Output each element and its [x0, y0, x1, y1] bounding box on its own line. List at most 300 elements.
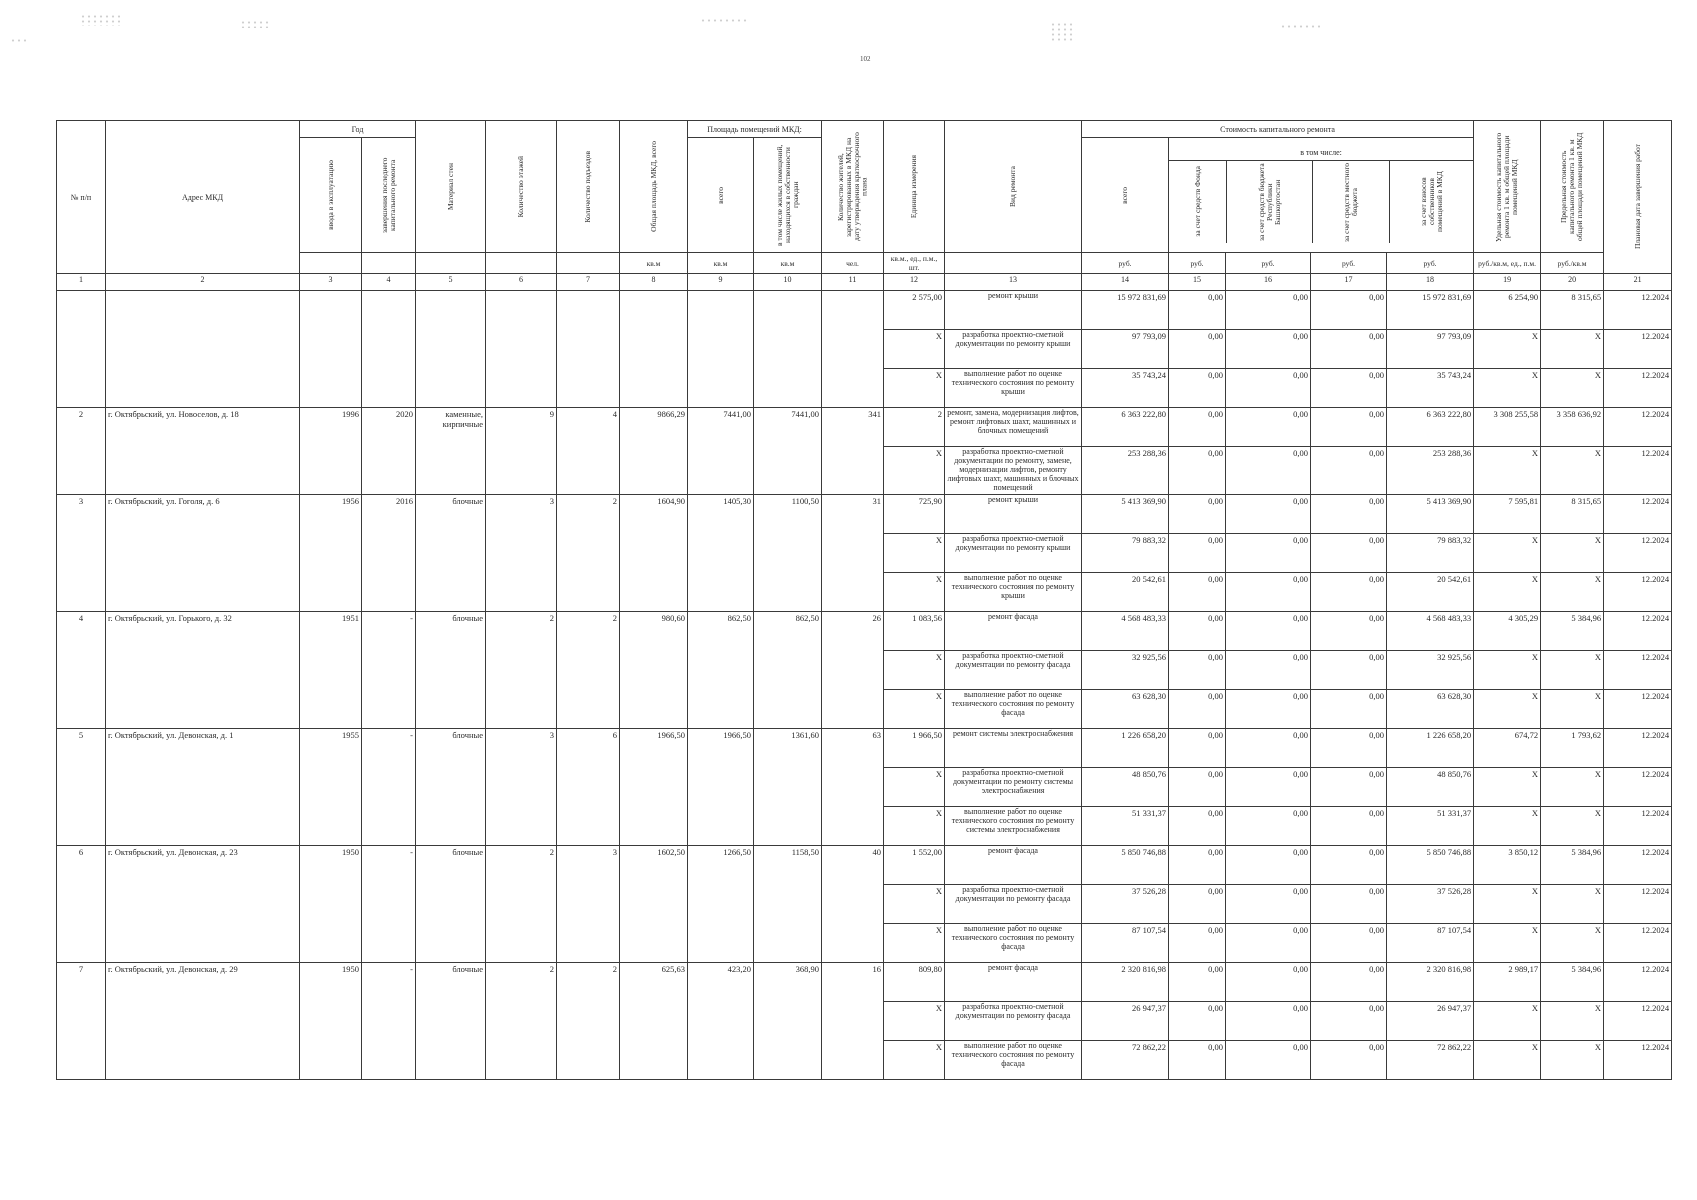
- cost-rb-cell: 0,00: [1226, 767, 1311, 806]
- floors-cell: 2: [486, 845, 557, 962]
- col-header-residents-text: Количество жителей, зарегистрированных в МКД на дату утверждения краткосрочного плана: [835, 132, 869, 241]
- cost-total-cell: 35 743,24: [1082, 369, 1169, 408]
- area-all-cell: 1266,50: [688, 845, 754, 962]
- wall-material-cell: [416, 291, 486, 408]
- entrances-cell: 6: [557, 728, 620, 845]
- cost-fund-cell: 0,00: [1169, 291, 1226, 330]
- wall-material-cell: блочные: [416, 728, 486, 845]
- year-built-cell: 1956: [300, 494, 362, 611]
- cost-rb-cell: 0,00: [1226, 845, 1311, 884]
- table-row: [57, 408, 1672, 447]
- column-numbers-row: [57, 274, 1672, 291]
- year-repair-cell: 2020: [362, 408, 416, 495]
- completion-date-cell: 12.2024: [1604, 689, 1672, 728]
- year-built-cell: 1950: [300, 845, 362, 962]
- work-unit-cell: X: [884, 533, 945, 572]
- table-row: [57, 728, 1672, 767]
- col-header-floors-text: Количество этажей: [516, 155, 526, 218]
- cost-owners-cell: 35 743,24: [1387, 369, 1474, 408]
- repair-type-cell: ремонт крыши: [945, 291, 1082, 330]
- unit-cell: руб.: [1082, 253, 1169, 274]
- col-header-cost-sub: в том числе:: [1169, 148, 1473, 161]
- limit-cost-cell: X: [1541, 806, 1604, 845]
- limit-cost-cell: X: [1541, 533, 1604, 572]
- year-repair-cell: [362, 291, 416, 408]
- cost-owners-cell: 253 288,36: [1387, 447, 1474, 495]
- work-unit-cell: 1 083,56: [884, 611, 945, 650]
- column-number: 10: [754, 274, 822, 291]
- col-header-year-built-text: ввода в эксплуатацию: [325, 160, 335, 230]
- column-number: 6: [486, 274, 557, 291]
- cost-rb-cell: 0,00: [1226, 330, 1311, 369]
- limit-cost-cell: X: [1541, 650, 1604, 689]
- capital-repair-table: [56, 120, 1672, 1080]
- column-number: 2: [106, 274, 300, 291]
- completion-date-cell: 12.2024: [1604, 611, 1672, 650]
- column-number: 11: [822, 274, 884, 291]
- scan-noise: [1050, 22, 1076, 42]
- cost-owners-cell: 48 850,76: [1387, 767, 1474, 806]
- cost-fund-cell: 0,00: [1169, 533, 1226, 572]
- cost-owners-cell: 79 883,32: [1387, 533, 1474, 572]
- cost-local-cell: 0,00: [1311, 689, 1387, 728]
- wall-material-cell: блочные: [416, 494, 486, 611]
- cost-owners-cell: 72 862,22: [1387, 1040, 1474, 1079]
- cost-local-cell: 0,00: [1311, 884, 1387, 923]
- repair-type-cell: ремонт, замена, модернизация лифтов, ремонт лифтовых шахт, машинных и блочных помещений: [945, 408, 1082, 447]
- limit-cost-cell: X: [1541, 689, 1604, 728]
- work-unit-cell: 1 966,50: [884, 728, 945, 767]
- work-unit-cell: 809,80: [884, 962, 945, 1001]
- unit-cost-cell: X: [1474, 884, 1541, 923]
- cost-local-cell: 0,00: [1311, 408, 1387, 447]
- cost-fund-cell: 0,00: [1169, 494, 1226, 533]
- row-number-cell: 6: [57, 845, 106, 962]
- completion-date-cell: 12.2024: [1604, 650, 1672, 689]
- col-header-repair-type-text: Вид ремонта: [1008, 166, 1018, 207]
- work-unit-cell: 1 552,00: [884, 845, 945, 884]
- limit-cost-cell: X: [1541, 572, 1604, 611]
- cost-local-cell: 0,00: [1311, 806, 1387, 845]
- col-header-fund-text: за счет средств Фонда: [1192, 166, 1202, 237]
- col-group-cost: Стоимость капитального ремонта: [1082, 121, 1474, 138]
- cost-total-cell: 6 363 222,80: [1082, 408, 1169, 447]
- cost-local-cell: 0,00: [1311, 962, 1387, 1001]
- cost-rb-cell: 0,00: [1226, 806, 1311, 845]
- scan-noise: [700, 18, 750, 24]
- work-unit-cell: X: [884, 572, 945, 611]
- col-header-unit-cost-text: Удельная стоимость капитального ремонта 1 кв. м общей площади помещений МКД: [1494, 131, 1519, 242]
- col-header-area-living-text: в том числе жилых помещений, находящихся в собственности граждан: [774, 144, 800, 246]
- table-row: [57, 291, 1672, 330]
- scan-noise: [10, 38, 26, 44]
- col-header-repair-type: [945, 121, 1082, 253]
- cost-rb-cell: 0,00: [1226, 533, 1311, 572]
- cost-rb-cell: 0,00: [1226, 923, 1311, 962]
- unit-cost-cell: X: [1474, 330, 1541, 369]
- completion-date-cell: 12.2024: [1604, 291, 1672, 330]
- unit-cost-cell: X: [1474, 806, 1541, 845]
- repair-type-cell: разработка проектно-сметной документации по ремонту, замене, модернизации лифтов, ремонту лифтовых шахт, машинных и блочных помещений: [945, 447, 1082, 495]
- cost-fund-cell: 0,00: [1169, 884, 1226, 923]
- cost-local-cell: 0,00: [1311, 494, 1387, 533]
- entrances-cell: 2: [557, 494, 620, 611]
- cost-total-cell: 97 793,09: [1082, 330, 1169, 369]
- col-header-area-living: [754, 138, 822, 253]
- cost-total-cell: 5 413 369,90: [1082, 494, 1169, 533]
- col-header-area-all: [688, 138, 754, 253]
- table-row: [57, 962, 1672, 1001]
- cost-owners-cell: 26 947,37: [1387, 1001, 1474, 1040]
- col-header-cost-total: [1082, 138, 1169, 253]
- cost-local-cell: 0,00: [1311, 923, 1387, 962]
- cost-rb-cell: 0,00: [1226, 494, 1311, 533]
- col-header-unit-cost: [1474, 121, 1541, 253]
- year-built-cell: [300, 291, 362, 408]
- table-row: [57, 845, 1672, 884]
- cost-local-cell: 0,00: [1311, 611, 1387, 650]
- column-number: 8: [620, 274, 688, 291]
- year-built-cell: 1996: [300, 408, 362, 495]
- cost-rb-cell: 0,00: [1226, 728, 1311, 767]
- column-number: 3: [300, 274, 362, 291]
- area-total-cell: [620, 291, 688, 408]
- col-header-limit-cost-text: Предельная стоимость капитального ремонта 1 кв. м общей площади помещений МКД: [1559, 132, 1584, 241]
- scan-noise: [1280, 24, 1320, 30]
- unit-cell: [486, 253, 557, 274]
- floors-cell: 2: [486, 962, 557, 1079]
- cost-local-cell: 0,00: [1311, 369, 1387, 408]
- work-unit-cell: 725,90: [884, 494, 945, 533]
- col-group-area: Площадь помещений МКД:: [688, 121, 822, 138]
- unit-cost-cell: 3 850,12: [1474, 845, 1541, 884]
- cost-total-cell: 87 107,54: [1082, 923, 1169, 962]
- cost-rb-cell: 0,00: [1226, 1040, 1311, 1079]
- col-header-unit-text: Единица измерения: [909, 154, 919, 219]
- area-total-cell: 1604,90: [620, 494, 688, 611]
- col-header-date-text: Плановая дата завершения работ: [1632, 144, 1642, 250]
- col-header-year-repair-text: завершения последнего капитального ремонта: [379, 157, 397, 233]
- unit-cell: руб.: [1226, 253, 1311, 274]
- unit-cost-cell: X: [1474, 923, 1541, 962]
- cost-total-cell: 4 568 483,33: [1082, 611, 1169, 650]
- cost-fund-cell: 0,00: [1169, 689, 1226, 728]
- year-repair-cell: 2016: [362, 494, 416, 611]
- cost-total-cell: 79 883,32: [1082, 533, 1169, 572]
- limit-cost-cell: X: [1541, 1001, 1604, 1040]
- floors-cell: 2: [486, 611, 557, 728]
- row-number-cell: 4: [57, 611, 106, 728]
- column-number: 16: [1226, 274, 1311, 291]
- work-unit-cell: X: [884, 767, 945, 806]
- work-unit-cell: X: [884, 884, 945, 923]
- column-number: 5: [416, 274, 486, 291]
- cost-total-cell: 5 850 746,88: [1082, 845, 1169, 884]
- repair-type-cell: ремонт системы электроснабжения: [945, 728, 1082, 767]
- wall-material-cell: блочные: [416, 845, 486, 962]
- unit-cell: руб./кв.м, ед., п.м.: [1474, 253, 1541, 274]
- column-number: 14: [1082, 274, 1169, 291]
- cost-local-cell: 0,00: [1311, 728, 1387, 767]
- repair-type-cell: ремонт крыши: [945, 494, 1082, 533]
- unit-cost-cell: 7 595,81: [1474, 494, 1541, 533]
- completion-date-cell: 12.2024: [1604, 806, 1672, 845]
- cost-total-cell: 51 331,37: [1082, 806, 1169, 845]
- col-header-area-total: [620, 121, 688, 253]
- completion-date-cell: 12.2024: [1604, 572, 1672, 611]
- cost-rb-cell: 0,00: [1226, 447, 1311, 495]
- repair-type-cell: выполнение работ по оценке технического состояния по ремонту фасада: [945, 689, 1082, 728]
- unit-cost-cell: X: [1474, 572, 1541, 611]
- limit-cost-cell: 3 358 636,92: [1541, 408, 1604, 447]
- area-living-cell: [754, 291, 822, 408]
- cost-local-cell: 0,00: [1311, 1040, 1387, 1079]
- completion-date-cell: 12.2024: [1604, 923, 1672, 962]
- completion-date-cell: 12.2024: [1604, 1001, 1672, 1040]
- year-repair-cell: -: [362, 962, 416, 1079]
- unit-cost-cell: X: [1474, 447, 1541, 495]
- unit-cost-cell: 2 989,17: [1474, 962, 1541, 1001]
- unit-cost-cell: X: [1474, 767, 1541, 806]
- cost-fund-cell: 0,00: [1169, 806, 1226, 845]
- cost-local-cell: 0,00: [1311, 650, 1387, 689]
- cost-total-cell: 63 628,30: [1082, 689, 1169, 728]
- limit-cost-cell: X: [1541, 330, 1604, 369]
- col-header-entrances-text: Количество подъездов: [583, 150, 593, 223]
- row-number-cell: 2: [57, 408, 106, 495]
- cost-fund-cell: 0,00: [1169, 611, 1226, 650]
- work-unit-cell: X: [884, 689, 945, 728]
- unit-cost-cell: 6 254,90: [1474, 291, 1541, 330]
- repair-type-cell: выполнение работ по оценке технического состояния по ремонту крыши: [945, 369, 1082, 408]
- cost-local-cell: 0,00: [1311, 330, 1387, 369]
- limit-cost-cell: X: [1541, 447, 1604, 495]
- completion-date-cell: 12.2024: [1604, 533, 1672, 572]
- area-total-cell: 9866,29: [620, 408, 688, 495]
- unit-cost-cell: X: [1474, 1001, 1541, 1040]
- address-cell: [106, 291, 300, 408]
- limit-cost-cell: 5 384,96: [1541, 611, 1604, 650]
- residents-cell: 40: [822, 845, 884, 962]
- area-total-cell: 625,63: [620, 962, 688, 1079]
- unit-cell: чел.: [822, 253, 884, 274]
- cost-owners-cell: 5 850 746,88: [1387, 845, 1474, 884]
- residents-cell: 341: [822, 408, 884, 495]
- work-unit-cell: X: [884, 1001, 945, 1040]
- column-number: 12: [884, 274, 945, 291]
- repair-type-cell: разработка проектно-сметной документации по ремонту крыши: [945, 330, 1082, 369]
- unit-cell: кв.м: [754, 253, 822, 274]
- cost-rb-cell: 0,00: [1226, 1001, 1311, 1040]
- cost-total-cell: 1 226 658,20: [1082, 728, 1169, 767]
- cost-total-cell: 72 862,22: [1082, 1040, 1169, 1079]
- col-header-num: № п/п: [57, 121, 106, 274]
- col-header-cost-breakdown: [1169, 138, 1474, 253]
- cost-fund-cell: 0,00: [1169, 962, 1226, 1001]
- col-header-owners: [1390, 161, 1473, 243]
- floors-cell: [486, 291, 557, 408]
- cost-owners-cell: 15 972 831,69: [1387, 291, 1474, 330]
- column-number: 19: [1474, 274, 1541, 291]
- col-header-fund: [1169, 161, 1227, 243]
- col-header-owners-text: за счет взносов собственников помещений в МКД: [1418, 171, 1444, 232]
- cost-rb-cell: 0,00: [1226, 689, 1311, 728]
- cost-total-cell: 20 542,61: [1082, 572, 1169, 611]
- work-unit-cell: 2: [884, 408, 945, 447]
- cost-local-cell: 0,00: [1311, 845, 1387, 884]
- unit-cell: руб.: [1311, 253, 1387, 274]
- floors-cell: 3: [486, 494, 557, 611]
- limit-cost-cell: X: [1541, 369, 1604, 408]
- cost-rb-cell: 0,00: [1226, 369, 1311, 408]
- address-cell: г. Октябрьский, ул. Гоголя, д. 6: [106, 494, 300, 611]
- cost-local-cell: 0,00: [1311, 447, 1387, 495]
- cost-fund-cell: 0,00: [1169, 767, 1226, 806]
- row-number-cell: 7: [57, 962, 106, 1079]
- entrances-cell: 3: [557, 845, 620, 962]
- cost-fund-cell: 0,00: [1169, 1040, 1226, 1079]
- repair-type-cell: ремонт фасада: [945, 611, 1082, 650]
- cost-rb-cell: 0,00: [1226, 962, 1311, 1001]
- work-unit-cell: X: [884, 447, 945, 495]
- residents-cell: 16: [822, 962, 884, 1079]
- table-row: [57, 611, 1672, 650]
- cost-owners-cell: 5 413 369,90: [1387, 494, 1474, 533]
- repair-type-cell: выполнение работ по оценке технического состояния по ремонту крыши: [945, 572, 1082, 611]
- cost-owners-cell: 4 568 483,33: [1387, 611, 1474, 650]
- cost-fund-cell: 0,00: [1169, 369, 1226, 408]
- area-living-cell: 862,50: [754, 611, 822, 728]
- completion-date-cell: 12.2024: [1604, 408, 1672, 447]
- completion-date-cell: 12.2024: [1604, 845, 1672, 884]
- column-number: 13: [945, 274, 1082, 291]
- cost-fund-cell: 0,00: [1169, 845, 1226, 884]
- row-number-cell: 5: [57, 728, 106, 845]
- cost-rb-cell: 0,00: [1226, 291, 1311, 330]
- cost-total-cell: 253 288,36: [1082, 447, 1169, 495]
- limit-cost-cell: 5 384,96: [1541, 962, 1604, 1001]
- cost-fund-cell: 0,00: [1169, 728, 1226, 767]
- completion-date-cell: 12.2024: [1604, 962, 1672, 1001]
- units-row: [57, 253, 1672, 274]
- col-header-rb-text: за счет средств бюджета Республики Башкортостан: [1256, 162, 1282, 241]
- residents-cell: 63: [822, 728, 884, 845]
- cost-rb-cell: 0,00: [1226, 572, 1311, 611]
- address-cell: г. Октябрьский, ул. Девонская, д. 23: [106, 845, 300, 962]
- completion-date-cell: 12.2024: [1604, 494, 1672, 533]
- address-cell: г. Октябрьский, ул. Новоселов, д. 18: [106, 408, 300, 495]
- cost-fund-cell: 0,00: [1169, 447, 1226, 495]
- work-unit-cell: 2 575,00: [884, 291, 945, 330]
- unit-cost-cell: X: [1474, 533, 1541, 572]
- area-all-cell: 862,50: [688, 611, 754, 728]
- cost-local-cell: 0,00: [1311, 572, 1387, 611]
- cost-fund-cell: 0,00: [1169, 650, 1226, 689]
- work-unit-cell: X: [884, 923, 945, 962]
- cost-fund-cell: 0,00: [1169, 572, 1226, 611]
- cost-total-cell: 48 850,76: [1082, 767, 1169, 806]
- limit-cost-cell: 8 315,65: [1541, 494, 1604, 533]
- repair-type-cell: разработка проектно-сметной документации по ремонту фасада: [945, 650, 1082, 689]
- col-header-cost-total-text: всего: [1120, 186, 1130, 204]
- wall-material-cell: блочные: [416, 962, 486, 1079]
- entrances-cell: 4: [557, 408, 620, 495]
- repair-type-cell: выполнение работ по оценке технического состояния по ремонту системы электроснабжения: [945, 806, 1082, 845]
- unit-cost-cell: 3 308 255,58: [1474, 408, 1541, 447]
- unit-cell: [945, 253, 1082, 274]
- column-number: 18: [1387, 274, 1474, 291]
- cost-total-cell: 2 320 816,98: [1082, 962, 1169, 1001]
- work-unit-cell: X: [884, 806, 945, 845]
- completion-date-cell: 12.2024: [1604, 728, 1672, 767]
- cost-fund-cell: 0,00: [1169, 408, 1226, 447]
- cost-total-cell: 37 526,28: [1082, 884, 1169, 923]
- unit-cell: руб.: [1387, 253, 1474, 274]
- cost-local-cell: 0,00: [1311, 291, 1387, 330]
- completion-date-cell: 12.2024: [1604, 884, 1672, 923]
- col-header-local: [1313, 161, 1390, 243]
- unit-cost-cell: X: [1474, 1040, 1541, 1079]
- area-all-cell: 1405,30: [688, 494, 754, 611]
- col-header-year-repair: [362, 138, 416, 253]
- repair-type-cell: ремонт фасада: [945, 845, 1082, 884]
- column-number: 7: [557, 274, 620, 291]
- column-number: 20: [1541, 274, 1604, 291]
- area-all-cell: 7441,00: [688, 408, 754, 495]
- work-unit-cell: X: [884, 1040, 945, 1079]
- col-header-residents: [822, 121, 884, 253]
- cost-total-cell: 26 947,37: [1082, 1001, 1169, 1040]
- year-built-cell: 1950: [300, 962, 362, 1079]
- table-body: [57, 291, 1672, 1080]
- col-header-area-total-text: Общая площадь МКД, всего: [648, 141, 658, 232]
- unit-cost-cell: X: [1474, 650, 1541, 689]
- row-number-cell: [57, 291, 106, 408]
- work-unit-cell: X: [884, 330, 945, 369]
- area-living-cell: 7441,00: [754, 408, 822, 495]
- cost-owners-cell: 20 542,61: [1387, 572, 1474, 611]
- unit-cell: руб.: [1169, 253, 1226, 274]
- cost-local-cell: 0,00: [1311, 767, 1387, 806]
- completion-date-cell: 12.2024: [1604, 767, 1672, 806]
- area-total-cell: 980,60: [620, 611, 688, 728]
- repair-type-cell: выполнение работ по оценке технического состояния по ремонту фасада: [945, 1040, 1082, 1079]
- col-header-material: [416, 121, 486, 253]
- work-unit-cell: X: [884, 650, 945, 689]
- cost-total-cell: 15 972 831,69: [1082, 291, 1169, 330]
- entrances-cell: 2: [557, 611, 620, 728]
- address-cell: г. Октябрьский, ул. Девонская, д. 29: [106, 962, 300, 1079]
- year-repair-cell: -: [362, 728, 416, 845]
- cost-owners-cell: 97 793,09: [1387, 330, 1474, 369]
- area-living-cell: 1158,50: [754, 845, 822, 962]
- area-total-cell: 1602,50: [620, 845, 688, 962]
- column-number: 1: [57, 274, 106, 291]
- address-cell: г. Октябрьский, ул. Горького, д. 32: [106, 611, 300, 728]
- unit-cost-cell: X: [1474, 689, 1541, 728]
- entrances-cell: [557, 291, 620, 408]
- page-number: 102: [860, 55, 871, 63]
- col-header-date: [1604, 121, 1672, 274]
- cost-rb-cell: 0,00: [1226, 408, 1311, 447]
- column-number: 9: [688, 274, 754, 291]
- col-header-unit: [884, 121, 945, 253]
- cost-rb-cell: 0,00: [1226, 611, 1311, 650]
- column-number: 4: [362, 274, 416, 291]
- col-header-area-all-text: всего: [715, 186, 725, 204]
- floors-cell: 3: [486, 728, 557, 845]
- cost-local-cell: 0,00: [1311, 533, 1387, 572]
